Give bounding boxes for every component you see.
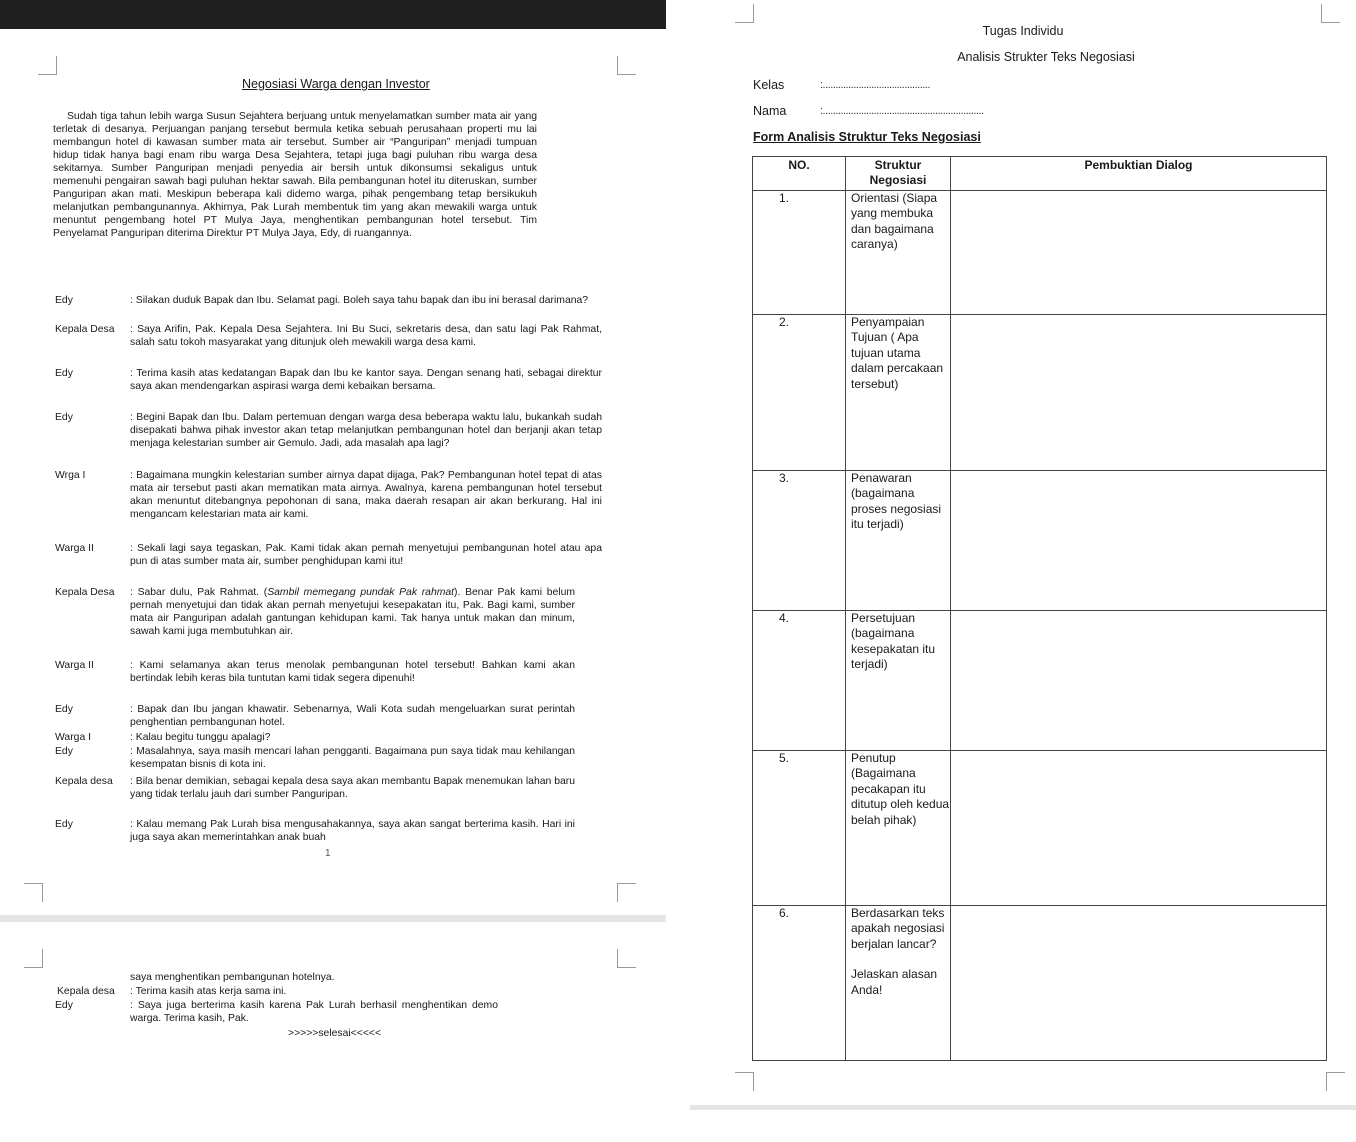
crop-mark — [1326, 1072, 1345, 1091]
intro-paragraph: Sudah tiga tahun lebih warga Susun Sejahtera berjuang untuk menyelamatkan sumber mata air yang terletak di desanya. Perjuangan panjang tersebut bermula ketika sebuah perusahaan properti mu lai membangun hotel di kawasan sumber mata air tersebut. Sumber air “Panguripan” menjadi tumpuan hidup tidak hanya bagi enam ribu warga Desa Sejahtera, tetapi juga bagi puluhan ribu warga desa sekitarnya. Sumber Panguripan menjadi penyedia air bersih untuk dikonsumsi sekaligus untuk memenuhi pengairan sawah bagi puluhan hektar sawah. Bila pembangunan hotel itu diteruskan, sumber Panguripan akan mati. Meskipun beberapa kali didemo warga, pihak pengembang tetap bersikukuh melanjutkan pembangunannya. Akhirnya, Pak Lurah membentuk tim yang akan mewakili warga untuk menuntut pengembang hotel PT Mulya Jaya, menghentikan pembangunan hotel tersebut. Tim Penyelamat Panguripan diterima Direktur PT Mulya Jaya, Edy, di ruangannya. — [53, 111, 537, 239]
speaker: Kepala desa — [57, 986, 115, 997]
row-bukti-cell[interactable] — [951, 191, 1327, 315]
utterance: : Kalau memang Pak Lurah bisa mengusahakannya, saya akan sangat berterima kasih. Hari ini juga saya akan memerintahkan anak buah — [130, 819, 575, 843]
row-number: 1. — [753, 191, 846, 315]
utterance: : Kami selamanya akan terus menolak pembangunan hotel tersebut! Bahkan kami akan bertindak lebih keras bila tuntutan kami tidak segera dipenuhi! — [130, 660, 575, 684]
document-title: Negosiasi Warga dengan Investor — [242, 77, 430, 91]
utterance: : Bagaimana mungkin kelestarian sumber airnya dapat dijaga, Pak? Pembangunan hotel tepat di atas mata air tersebut pasti akan mematikan mata airnya. Awalnya, karena pembangunan hotel tersebut akan menuntut ditebangnya pepohonan di sana, maka daerah resapan air akan berkurang. Hal ini mengancam kelestarian mata air kami. — [130, 470, 602, 520]
crop-mark — [24, 949, 43, 968]
utterance: : Saya Arifin, Pak. Kepala Desa Sejahtera. Ini Bu Suci, sekretaris desa, dan satu lagi Pak Rahmat, salah satu tokoh masyarakat yang ditunjuk oleh mewakili warga desa kami. — [130, 324, 602, 348]
row-number: 2. — [753, 315, 846, 471]
header-no: NO. — [753, 157, 846, 191]
utterance: : Silakan duduk Bapak dan Ibu. Selamat pagi. Boleh saya tahu bapak dan ibu ini berasal darimana? — [130, 295, 589, 306]
field-blank-nama: :............................................................... — [820, 105, 984, 117]
assignment-title: Tugas Individu — [982, 24, 1064, 38]
utterance: : Masalahnya, saya masih mencari lahan pengganti. Bagaimana pun saya tidak mau kehilangan kesempatan bisnis di kota ini. — [130, 746, 575, 770]
crop-mark — [735, 4, 754, 23]
crop-mark — [617, 949, 636, 968]
end-mark: >>>>>selesai<<<<< — [288, 1028, 382, 1039]
crop-mark — [617, 883, 636, 902]
speaker: Edy — [55, 295, 73, 306]
speaker: Edy — [55, 819, 73, 830]
utterance: : Begini Bapak dan Ibu. Dalam pertemuan dengan warga desa beberapa waktu lalu, bukankah sudah disepakati bahwa pihak investor akan tetap melanjutkan pembangunan hotel dan berjanji akan tetap menjaga kelestarian sumber air Gemulo. Jadi, ada masalah apa lagi? — [130, 412, 602, 449]
row-struktur: Persetujuan (bagaimana kesepakatan itu terjadi) — [846, 611, 951, 751]
table-row — [753, 611, 1327, 751]
header-struktur: Struktur Negosiasi — [846, 157, 951, 191]
row-struktur: Penawaran (bagaimana proses negosiasi itu terjadi) — [846, 471, 951, 611]
speaker: Kepala Desa — [55, 324, 115, 335]
row-struktur: Penutup (Bagaimana pecakapan itu ditutup oleh kedua belah pihak) — [846, 751, 951, 906]
page-number: 1 — [325, 848, 331, 859]
speaker: Edy — [55, 704, 73, 715]
table-row — [753, 471, 1327, 611]
table-row — [753, 191, 1327, 315]
utterance: saya menghentikan pembangunan hotelnya. — [130, 972, 335, 983]
speaker: Warga II — [55, 543, 94, 554]
utterance: : Sabar dulu, Pak Rahmat. (Sambil memegang pundak Pak rahmat). Benar Pak kami belum pernah menyetujui dan tidak akan pernah menyetujui kesepakatan itu, Pak. Bagi kami, sumber mata air Panguripan adalah gantungan kehidupan kami. Tak hanya untuk makan dan minum, sawah kami juga membutuhkan air. — [130, 587, 576, 637]
stage-direction: Sambil memegang pundak Pak rahmat — [267, 587, 455, 598]
viewer-top-bar — [0, 0, 666, 29]
crop-mark — [38, 56, 57, 75]
speaker: Edy — [55, 412, 73, 423]
speaker: Edy — [55, 1000, 73, 1011]
utterance: : Bila benar demikian, sebagai kepala desa saya akan membantu Bapak menemukan lahan baru yang tidak terlalu jauh dari sumber Panguripan. — [130, 776, 575, 800]
table-row — [753, 315, 1327, 471]
field-blank-kelas: :.......................................... — [820, 79, 930, 91]
page-gap — [0, 915, 666, 922]
speaker: Warga II — [55, 660, 94, 671]
row-bukti-cell[interactable] — [951, 471, 1327, 611]
speaker: Kepala desa — [55, 776, 113, 787]
row-bukti-cell[interactable] — [951, 751, 1327, 906]
utterance: : Terima kasih atas kedatangan Bapak dan Ibu ke kantor saya. Dengan senang hati, sebagai direktur saya akan mendengarkan aspirasi warga demi kebaikan bersama. — [130, 368, 602, 392]
crop-mark — [735, 1072, 754, 1091]
analysis-table — [752, 156, 1327, 1061]
row-bukti-cell[interactable] — [951, 906, 1327, 1061]
crop-mark — [617, 56, 636, 75]
row-number: 5. — [753, 751, 846, 906]
row-struktur: Berdasarkan teks apakah negosiasi berjalan lancar? Jelaskan alasan Anda! — [846, 906, 951, 1061]
assignment-subtitle: Analisis Strukter Teks Negosiasi — [957, 50, 1135, 64]
utterance: : Terima kasih atas kerja sama ini. — [130, 986, 287, 997]
field-label-nama: Nama — [753, 104, 787, 118]
speaker: Edy — [55, 746, 73, 757]
row-number: 6. — [753, 906, 846, 1061]
speaker: Wrga I — [55, 470, 86, 481]
utterance: : Saya juga berterima kasih karena Pak Lurah berhasil menghentikan demo warga. Terima kasih, Pak. — [130, 1000, 498, 1024]
utterance: : Sekali lagi saya tegaskan, Pak. Kami tidak akan pernah menyetujui pembangunan hotel atau apa pun di atas sumber mata air, sumber penghidupan kami itu! — [130, 543, 602, 567]
crop-mark — [24, 883, 43, 902]
field-label-kelas: Kelas — [753, 78, 785, 92]
table-row — [753, 751, 1327, 906]
utterance: : Bapak dan Ibu jangan khawatir. Sebenarnya, Wali Kota sudah mengeluarkan surat perintah penghentian pembangunan hotel. — [130, 704, 575, 728]
table-row — [753, 906, 1327, 1061]
row-bukti-cell[interactable] — [951, 611, 1327, 751]
speaker: Warga I — [55, 732, 91, 743]
row-struktur: Orientasi (Siapa yang membuka dan bagaimana caranya) — [846, 191, 951, 315]
row-struktur: Penyampaian Tujuan ( Apa tujuan utama dalam percakaan tersebut) — [846, 315, 951, 471]
utterance: : Kalau begitu tunggu apalagi? — [130, 732, 271, 743]
crop-mark — [1321, 4, 1340, 23]
row-number: 3. — [753, 471, 846, 611]
table-header-row — [753, 157, 1327, 191]
row-number: 4. — [753, 611, 846, 751]
row-bukti-cell[interactable] — [951, 315, 1327, 471]
header-bukti: Pembuktian Dialog — [951, 157, 1327, 191]
form-title: Form Analisis Struktur Teks Negosiasi — [753, 130, 981, 144]
page-gap-right — [690, 1105, 1356, 1110]
speaker: Edy — [55, 368, 73, 379]
speaker: Kepala Desa — [55, 587, 115, 598]
